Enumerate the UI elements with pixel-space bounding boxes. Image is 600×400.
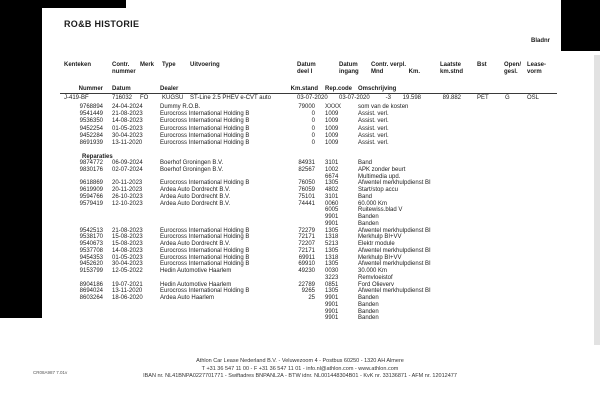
col-header-omschrijving: Omschrijving (358, 85, 397, 92)
cell-kmstand: 22789 (298, 281, 315, 288)
cell-dealer: Eurocross International Holding B (160, 288, 250, 295)
cell-nummer: 9452284 (79, 132, 103, 139)
cell-kmstand: 69911 (298, 254, 315, 261)
cell-datum: 06-09-2024 (112, 160, 143, 166)
col-header-kmstand: Km.stand (290, 85, 318, 92)
table-row (0, 315, 600, 322)
cell-nummer: 9542513 (79, 227, 103, 234)
cell-datum: 26-10-2023 (112, 193, 143, 200)
cell-nummer: 8603264 (79, 295, 103, 301)
cell-kmstand: 0 (311, 132, 315, 139)
vehicle-verpl-mnd: -3 (385, 94, 391, 101)
cell-nummer: 8904186 (79, 281, 103, 288)
cell-repcode: 9901 (325, 295, 339, 301)
vehicle-datum-deel1: 03-07-2020 (297, 94, 328, 101)
table-row (0, 275, 600, 282)
cell-datum: 12-05-2022 (112, 268, 143, 274)
cell-repcode: 0851 (325, 281, 339, 288)
cell-dealer: Boerhof Groningen B.V. (160, 166, 224, 173)
footer-registration-line: IBAN nr. NL41BNPA0227701771 - Swiftadres BNPANL2A - BTW idnr. NL001448304B01 - KvK nr. 33136871 - AFM nr. 12012477 (143, 372, 457, 379)
cell-dealer: Eurocross International Holding B (160, 254, 250, 261)
cell-kmstand: 82567 (298, 166, 315, 173)
cell-omschrijving: Assist. verl. (358, 139, 389, 146)
cell-datum: 20-11-2023 (112, 187, 143, 193)
cell-repcode: 1009 (325, 132, 339, 139)
cell-dealer: Hedin Automotive Haarlem (160, 281, 232, 288)
cell-omschrijving: Banden (358, 315, 379, 322)
col-header-dealer: Dealer (160, 85, 179, 92)
cell-omschrijving: Afwentel merkhulpdienst BI (358, 247, 431, 254)
cell-omschrijving: Afwentel merkhulpdienst BI (358, 180, 431, 187)
cell-omschrijving: Assist. verl. (358, 132, 389, 139)
cell-datum: 24-04-2024 (112, 104, 143, 110)
table-row (0, 261, 600, 268)
cell-repcode: 0030 (325, 268, 339, 274)
table-row (0, 309, 600, 316)
cell-datum: 20-11-2023 (112, 180, 143, 187)
cell-nummer: 9537708 (79, 247, 103, 254)
cell-omschrijving: Ruitewiss.blad V (358, 207, 403, 214)
cell-repcode: 6005 (325, 207, 339, 214)
cell-dealer: Ardea Auto Haarlem (160, 295, 215, 301)
redaction-box-top-right (561, 0, 600, 51)
cell-omschrijving: Merkhulp BI+VV (358, 254, 402, 261)
cell-omschrijving: Assist. verl. (358, 125, 389, 132)
cell-kmstand: 72171 (298, 247, 315, 254)
cell-datum: 14-08-2023 (112, 247, 143, 254)
cell-nummer: 9540673 (79, 241, 103, 247)
cell-nummer: 9452254 (79, 125, 103, 132)
cell-kmstand: 0 (311, 125, 315, 132)
vehicle-verpl-km: 19.598 (402, 94, 421, 101)
cell-dealer: Ardea Auto Dordrecht B.V. (160, 193, 231, 200)
cell-kmstand: 72279 (298, 227, 315, 234)
cell-kmstand: 0 (311, 118, 315, 125)
cell-repcode: 1318 (325, 254, 339, 261)
cell-omschrijving: Banden (358, 308, 379, 315)
col-header-type: Type (162, 62, 176, 68)
col-header-leasevorm: Lease- vorm (527, 62, 547, 75)
table-row (0, 288, 600, 295)
cell-repcode: 1009 (325, 118, 339, 125)
vehicle-row (0, 95, 600, 102)
cell-kmstand: 0 (311, 139, 315, 146)
cell-dealer: Eurocross International Holding B (160, 118, 250, 125)
cell-dealer: Ardea Auto Dordrecht B.V. (160, 241, 231, 247)
vehicle-type: KUGSU (162, 94, 184, 101)
table-row (0, 228, 600, 235)
cell-dealer: Eurocross International Holding B (160, 125, 250, 132)
table-row (0, 167, 600, 174)
cell-dealer: Ardea Auto Dordrecht B.V. (160, 187, 231, 193)
cell-nummer: 9538170 (79, 234, 103, 241)
vehicle-laatste-kmstnd: 89.882 (442, 94, 461, 101)
table-row (0, 282, 600, 289)
cell-repcode: 1305 (325, 247, 339, 254)
cell-nummer: 9830176 (79, 166, 103, 173)
cell-omschrijving: Merkhulp BI+VV (358, 234, 402, 241)
cell-omschrijving: 60.000 Km (358, 200, 388, 207)
cell-omschrijving: Banden (358, 301, 379, 308)
table-row (0, 174, 600, 181)
cell-kmstand: 0 (311, 111, 315, 118)
cell-repcode: 1009 (325, 111, 339, 118)
cell-dealer: Eurocross International Holding B (160, 139, 250, 146)
cell-dealer: Eurocross International Holding B (160, 234, 250, 241)
col-header-contr-nummer: Contr. nummer (112, 62, 136, 75)
cell-nummer: 9618869 (79, 180, 103, 187)
col-header-nummer: Nummer (78, 85, 103, 92)
cell-kmstand: 72207 (298, 241, 315, 247)
vehicle-leasevorm: OSL (527, 94, 540, 101)
cell-kmstand: 75101 (298, 193, 315, 200)
table-row (0, 221, 600, 228)
cell-repcode: 3223 (325, 274, 339, 281)
col-header-repcode: Rep.code (325, 85, 353, 92)
cell-omschrijving: 30.000 Km (358, 268, 388, 274)
cell-omschrijving: Start/stop accu (358, 187, 399, 193)
reparaties-section-label: Reparaties (82, 153, 113, 160)
header-divider (60, 93, 557, 94)
cell-dealer: Boerhof Groningen B.V. (160, 160, 224, 166)
vehicle-bst: PET (477, 94, 489, 101)
cell-omschrijving: Assist. verl. (358, 111, 389, 118)
cell-nummer: 9536350 (79, 118, 103, 125)
cell-omschrijving: Afwentel merkhulpdienst BI (358, 288, 431, 295)
cell-datum: 21-08-2023 (112, 111, 143, 118)
cell-datum: 15-08-2023 (112, 234, 143, 241)
cell-omschrijving: Band (358, 160, 373, 166)
table-row (0, 207, 600, 214)
reparatie-rows (0, 160, 600, 322)
cell-dealer: Hedin Automotive Haarlem (160, 268, 232, 274)
cell-nummer: 9579419 (79, 200, 103, 207)
cell-repcode: 0060 (325, 200, 339, 207)
cell-datum: 12-10-2023 (112, 200, 143, 207)
cell-repcode: 1305 (325, 261, 339, 268)
table-row (0, 268, 600, 275)
table-row (0, 295, 600, 302)
cell-datum: 30-04-2023 (112, 132, 143, 139)
cell-dealer: Eurocross International Holding B (160, 261, 250, 268)
footer-contact-line: T +31 36 547 11 00 - F +31 36 547 11 01 - info.nl@athlon.com - www.athlon.com (201, 365, 399, 372)
cell-repcode: 1318 (325, 234, 339, 241)
cell-omschrijving: Afwentel merkhulpdienst BI (358, 227, 431, 234)
cell-repcode: 9901 (325, 214, 339, 220)
cell-dealer: Dummy R.O.B. (160, 104, 201, 110)
rob-rows (0, 104, 600, 147)
col-header-uitvoering: Uitvoering (190, 62, 220, 68)
cell-repcode: 9901 (325, 315, 339, 322)
cell-kmstand: 74441 (298, 200, 315, 207)
cell-datum: 01-05-2023 (112, 125, 143, 132)
col-header-datum: Datum (112, 85, 131, 92)
col-header-datum-deel1: Datum deel I (297, 62, 316, 75)
cell-datum: 01-05-2023 (112, 254, 143, 261)
cell-nummer: 9594766 (79, 193, 103, 200)
cell-repcode: 1305 (325, 180, 339, 187)
cell-omschrijving: Elektr module (358, 241, 395, 247)
cell-repcode: 9901 (325, 220, 339, 227)
table-row (0, 126, 600, 133)
table-row (0, 160, 600, 167)
cell-repcode: 5213 (325, 241, 339, 247)
cell-nummer: 9619909 (79, 187, 103, 193)
cell-datum: 18-06-2020 (112, 295, 143, 301)
document-code: CR08A987 7.01v (33, 370, 68, 375)
cell-nummer: 9454353 (79, 254, 103, 261)
cell-kmstand: 69910 (298, 261, 315, 268)
table-row (0, 194, 600, 201)
bladnr-label: Bladnr (531, 38, 551, 44)
vehicle-contr-nummer: 716032 (112, 94, 133, 101)
cell-omschrijving: APK zonder beurt (358, 166, 406, 173)
cell-omschrijving: Band (358, 193, 373, 200)
cell-dealer: Ardea Auto Dordrecht B.V. (160, 200, 231, 207)
cell-datum: 19-07-2021 (112, 281, 143, 288)
vehicle-kenteken: J-419-BF (64, 94, 89, 101)
col-header-mnd: Mnd (371, 68, 384, 75)
table-row (0, 140, 600, 147)
table-row (0, 133, 600, 140)
cell-nummer: 8691939 (79, 139, 103, 146)
cell-omschrijving: Multimedia upd. (358, 173, 401, 180)
cell-repcode: 1002 (325, 166, 339, 173)
cell-kmstand: 9265 (301, 288, 315, 295)
cell-nummer: 9541449 (79, 111, 103, 118)
cell-repcode: 6674 (325, 173, 339, 180)
vehicle-datum-ingang: 03-07-2020 (339, 94, 370, 101)
cell-repcode: XXXX (325, 104, 342, 110)
table-row (0, 187, 600, 194)
col-header-kenteken: Kenteken (64, 62, 92, 68)
col-header-km: Km. (408, 68, 420, 75)
cell-kmstand: 84931 (298, 160, 315, 166)
table-row (0, 255, 600, 262)
cell-kmstand: 49230 (298, 268, 315, 274)
col-header-merk: Merk (140, 62, 155, 68)
col-header-datum-ingang: Datum ingang (339, 62, 359, 75)
cell-datum: 21-08-2023 (112, 227, 143, 234)
cell-kmstand: 25 (308, 295, 315, 301)
table-row (0, 118, 600, 125)
table-row (0, 241, 600, 248)
cell-repcode: 9901 (325, 308, 339, 315)
col-header-contr-verpl: Contr. verpl. Mnd Km. (371, 62, 420, 75)
cell-dealer: Eurocross International Holding B (160, 227, 250, 234)
page-title: RO&B HISTORIE (64, 19, 140, 29)
vehicle-merk: FO (140, 94, 149, 101)
cell-dealer: Eurocross International Holding B (160, 111, 250, 118)
cell-datum: 13-11-2020 (112, 288, 143, 295)
cell-datum: 30-04-2023 (112, 261, 143, 268)
cell-omschrijving: Assist. verl. (358, 118, 389, 125)
cell-dealer: Eurocross International Holding B (160, 247, 250, 254)
cell-nummer: 9768894 (79, 104, 103, 110)
cell-repcode: 1305 (325, 227, 339, 234)
vehicle-open-gesl: G (505, 94, 510, 101)
footer-address-line: Athlon Car Lease Nederland B.V. - Veluwezoom 4 - Postbus 60250 - 1320 AH Almere (196, 358, 404, 364)
table-row (0, 180, 600, 187)
cell-repcode: 1009 (325, 139, 339, 146)
cell-repcode: 3101 (325, 193, 339, 200)
cell-omschrijving: Banden (358, 295, 379, 301)
cell-datum: 15-08-2023 (112, 241, 143, 247)
cell-omschrijving: som van de kosten (358, 104, 409, 110)
table-row (0, 111, 600, 118)
cell-repcode: 9901 (325, 301, 339, 308)
cell-dealer: Eurocross International Holding B (160, 132, 250, 139)
table-row (0, 201, 600, 208)
cell-kmstand: 72171 (298, 234, 315, 241)
col-header-bst: Bst (477, 62, 487, 68)
cell-nummer: 9874772 (79, 160, 103, 166)
table-row (0, 234, 600, 241)
vehicle-uitvoering: ST-Line 2.5 PHEV e-CVT auto (190, 94, 271, 101)
cell-kmstand: 79000 (298, 104, 315, 110)
table-row (0, 104, 600, 111)
cell-kmstand: 76050 (298, 180, 315, 187)
cell-kmstand: 76059 (298, 187, 315, 193)
col-header-laatste-kmstnd: Laatste km.stnd (440, 62, 464, 75)
cell-nummer: 8694024 (79, 288, 103, 295)
cell-omschrijving: Banden (358, 214, 379, 220)
cell-omschrijving: Afwentel merkhulpdienst BI (358, 261, 431, 268)
cell-omschrijving: Ford Olieverv (358, 281, 395, 288)
cell-repcode: 3101 (325, 160, 339, 166)
cell-datum: 13-11-2020 (112, 139, 143, 146)
table-row (0, 248, 600, 255)
cell-omschrijving: Banden (358, 220, 379, 227)
cell-datum: 14-08-2023 (112, 118, 143, 125)
cell-nummer: 9153799 (79, 268, 103, 274)
cell-repcode: 1305 (325, 288, 339, 295)
cell-repcode: 1009 (325, 125, 339, 132)
cell-nummer: 9452620 (79, 261, 103, 268)
cell-dealer: Eurocross International Holding B (160, 180, 250, 187)
table-row (0, 214, 600, 221)
table-row (0, 302, 600, 309)
col-header-open-gesl: Open/ gesl. (504, 62, 522, 75)
cell-omschrijving: Remvloeistof (358, 274, 393, 281)
cell-datum: 02-07-2024 (112, 166, 143, 173)
cell-repcode: 4802 (325, 187, 339, 193)
redaction-box-top-left (0, 0, 126, 8)
